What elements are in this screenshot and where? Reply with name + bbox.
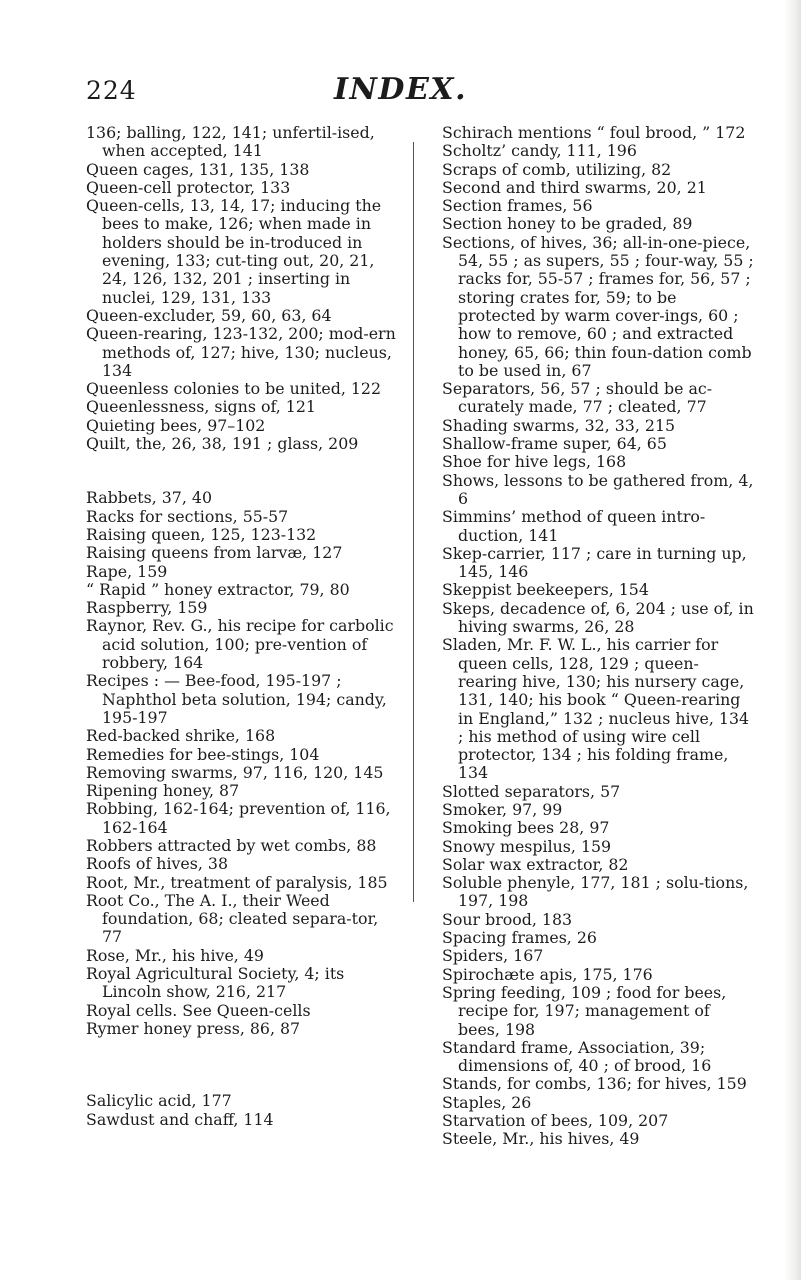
index-entry: Starvation of bees, 109, 207	[442, 1111, 669, 1131]
index-entry: Queen-rearing, 123-132, 200; mod-ern methods of, 127; hive, 130; nucleus, 134	[86, 324, 396, 380]
index-entry: Snowy mespilus, 159	[442, 836, 612, 856]
index-entry: Rymer honey press, 86, 87	[86, 1018, 301, 1038]
index-entry: Racks for sections, 55-57	[86, 506, 289, 526]
index-entry: Skeps, decadence of, 6, 204 ; use of, in hiving swarms, 26, 28	[442, 598, 754, 637]
index-entry: Raspberry, 159	[86, 598, 208, 618]
index-entry: Sour brood, 183	[442, 909, 573, 929]
index-entry: Quilt, the, 26, 38, 191 ; glass, 209	[86, 434, 359, 454]
index-entry: Smoker, 97, 99	[442, 799, 563, 819]
index-entry: Skep-carrier, 117 ; care in turning up, 145, 146	[442, 543, 747, 582]
index-entry: Remedies for bee-stings, 104	[86, 744, 320, 764]
index-entry: Sawdust and chaff, 114	[86, 1109, 274, 1129]
index-entry: Spacing frames, 26	[442, 928, 597, 948]
index-entry: Raising queens from larvæ, 127	[86, 543, 343, 563]
index-entry: Simmins’ method of queen intro-duction, 141	[442, 507, 706, 545]
index-entry: Schirach mentions “ foul brood, ” 172	[442, 123, 746, 142]
index-entry: Section honey to be graded, 89	[442, 214, 693, 234]
index-column-right	[442, 124, 756, 1149]
index-entry: Smoking bees 28, 97	[442, 818, 610, 838]
index-entry: Recipes : — Bee-food, 195-197 ; Naphthol beta solution, 194; candy, 195-197	[86, 671, 387, 727]
index-entry: 136; balling, 122, 141; unfertil-ised, when accepted, 141	[86, 123, 375, 161]
index-entry: Skeppist beekeepers, 154	[442, 580, 649, 600]
index-entry: Second and third swarms, 20, 21	[442, 177, 707, 197]
index-entry: Shading swarms, 32, 33, 215	[442, 415, 676, 435]
index-entry: Sladen, Mr. F. W. L., his carrier for queen cells, 128, 129 ; queen-rearing hive, 130; his nursery cage, 131, 140; his book “ Queen-rearing in England,” 132 ; nucleus hive, 134 ; his method of using wire cell protector, 134 ; his folding frame, 134	[442, 635, 750, 783]
index-entry: Spirochæte apis, 175, 176	[442, 964, 653, 984]
index-entry: Root Co., The A. I., their Weed foundation, 68; cleated separa-tor, 77	[86, 890, 379, 947]
column-divider	[413, 142, 414, 902]
index-entry: Queen-cell protector, 133	[86, 177, 291, 197]
index-entry: Royal cells. See Queen-cells	[86, 1000, 311, 1020]
section-gap	[86, 453, 400, 489]
index-entry: Queenless colonies to be united, 122	[86, 379, 382, 399]
index-entry: Stands, for combs, 136; for hives, 159	[442, 1074, 747, 1094]
index-entry: Red-backed shrike, 168	[86, 726, 276, 746]
index-entry: Scraps of comb, utilizing, 82	[442, 159, 672, 179]
index-entry: Soluble phenyle, 177, 181 ; solu-tions, 197, 198	[442, 873, 749, 911]
index-entry: Quieting bees, 97–102	[86, 415, 266, 435]
index-entry: Rape, 159	[86, 561, 168, 581]
index-entry: Slotted separators, 57	[442, 781, 621, 801]
index-entry: Steele, Mr., his hives, 49	[442, 1129, 640, 1149]
index-entry: “ Rapid ” honey extractor, 79, 80	[86, 579, 350, 599]
index-entry: Section frames, 56	[442, 196, 593, 216]
page-edge-shadow	[785, 0, 801, 1280]
index-entry: Sections, of hives, 36; all-in-one-piece, 54, 55 ; as supers, 55 ; four-way, 55 ; racks for, 55-57 ; frames for, 56, 57 ; storing crates for, 59; to be protected by warm cover-ings, 60 ; how to remove, 60 ; and extracted honey, 65, 66; thin foun-dation comb to be used in, 67	[442, 232, 754, 380]
index-column-left	[86, 124, 400, 1129]
index-entry: Shoe for hive legs, 168	[442, 452, 627, 472]
index-entry: Shallow-frame super, 64, 65	[442, 434, 667, 454]
index-entry: Royal Agricultural Society, 4; its Lincoln show, 216, 217	[86, 964, 345, 1002]
index-entry: Raising queen, 125, 123-132	[86, 524, 317, 544]
index-entry: Spring feeding, 109 ; food for bees, recipe for, 197; management of bees, 198	[442, 982, 727, 1039]
index-entry: Scholtz’ candy, 111, 196	[442, 141, 637, 161]
index-entry: Ripening honey, 87	[86, 781, 240, 801]
running-head	[0, 72, 801, 112]
index-entry: Rabbets, 37, 40	[86, 488, 212, 508]
index-entry: Robbers attracted by wet combs, 88	[86, 835, 377, 855]
index-entry: Spiders, 167	[442, 946, 544, 966]
section-gap	[86, 1038, 400, 1092]
page-title: INDEX.	[333, 72, 468, 107]
index-entry: Staples, 26	[442, 1092, 532, 1112]
index-entry: Raynor, Rev. G., his recipe for carbolic acid solution, 100; pre-vention of robbery, 164	[86, 616, 394, 673]
index-entry: Roofs of hives, 38	[86, 854, 229, 874]
index-entry: Root, Mr., treatment of paralysis, 185	[86, 872, 388, 892]
index-entry: Salicylic acid, 177	[86, 1091, 232, 1111]
index-entry: Standard frame, Association, 39; dimensions of, 40 ; of brood, 16	[442, 1037, 712, 1076]
index-entry: Queen-excluder, 59, 60, 63, 64	[86, 305, 332, 325]
index-entry: Robbing, 162-164; prevention of, 116, 162-164	[86, 799, 391, 837]
index-entry: Separators, 56, 57 ; should be ac-curately made, 77 ; cleated, 77	[442, 379, 713, 417]
index-entry: Removing swarms, 97, 116, 120, 145	[86, 762, 384, 782]
index-entry: Rose, Mr., his hive, 49	[86, 945, 264, 965]
index-entry: Solar wax extractor, 82	[442, 854, 629, 874]
index-entry: Shows, lessons to be gathered from, 4, 6	[442, 470, 754, 508]
index-entry: Queenlessness, signs of, 121	[86, 397, 316, 417]
index-entry: Queen-cells, 13, 14, 17; inducing the bees to make, 126; when made in holders should be in-troduced in evening, 133; cut-ting out, 20, 21, 24, 126, 132, 201 ; inserting in nuclei, 129, 131, 133	[86, 196, 382, 307]
index-entry: Queen cages, 131, 135, 138	[86, 159, 310, 179]
page-number: 224	[86, 76, 137, 105]
